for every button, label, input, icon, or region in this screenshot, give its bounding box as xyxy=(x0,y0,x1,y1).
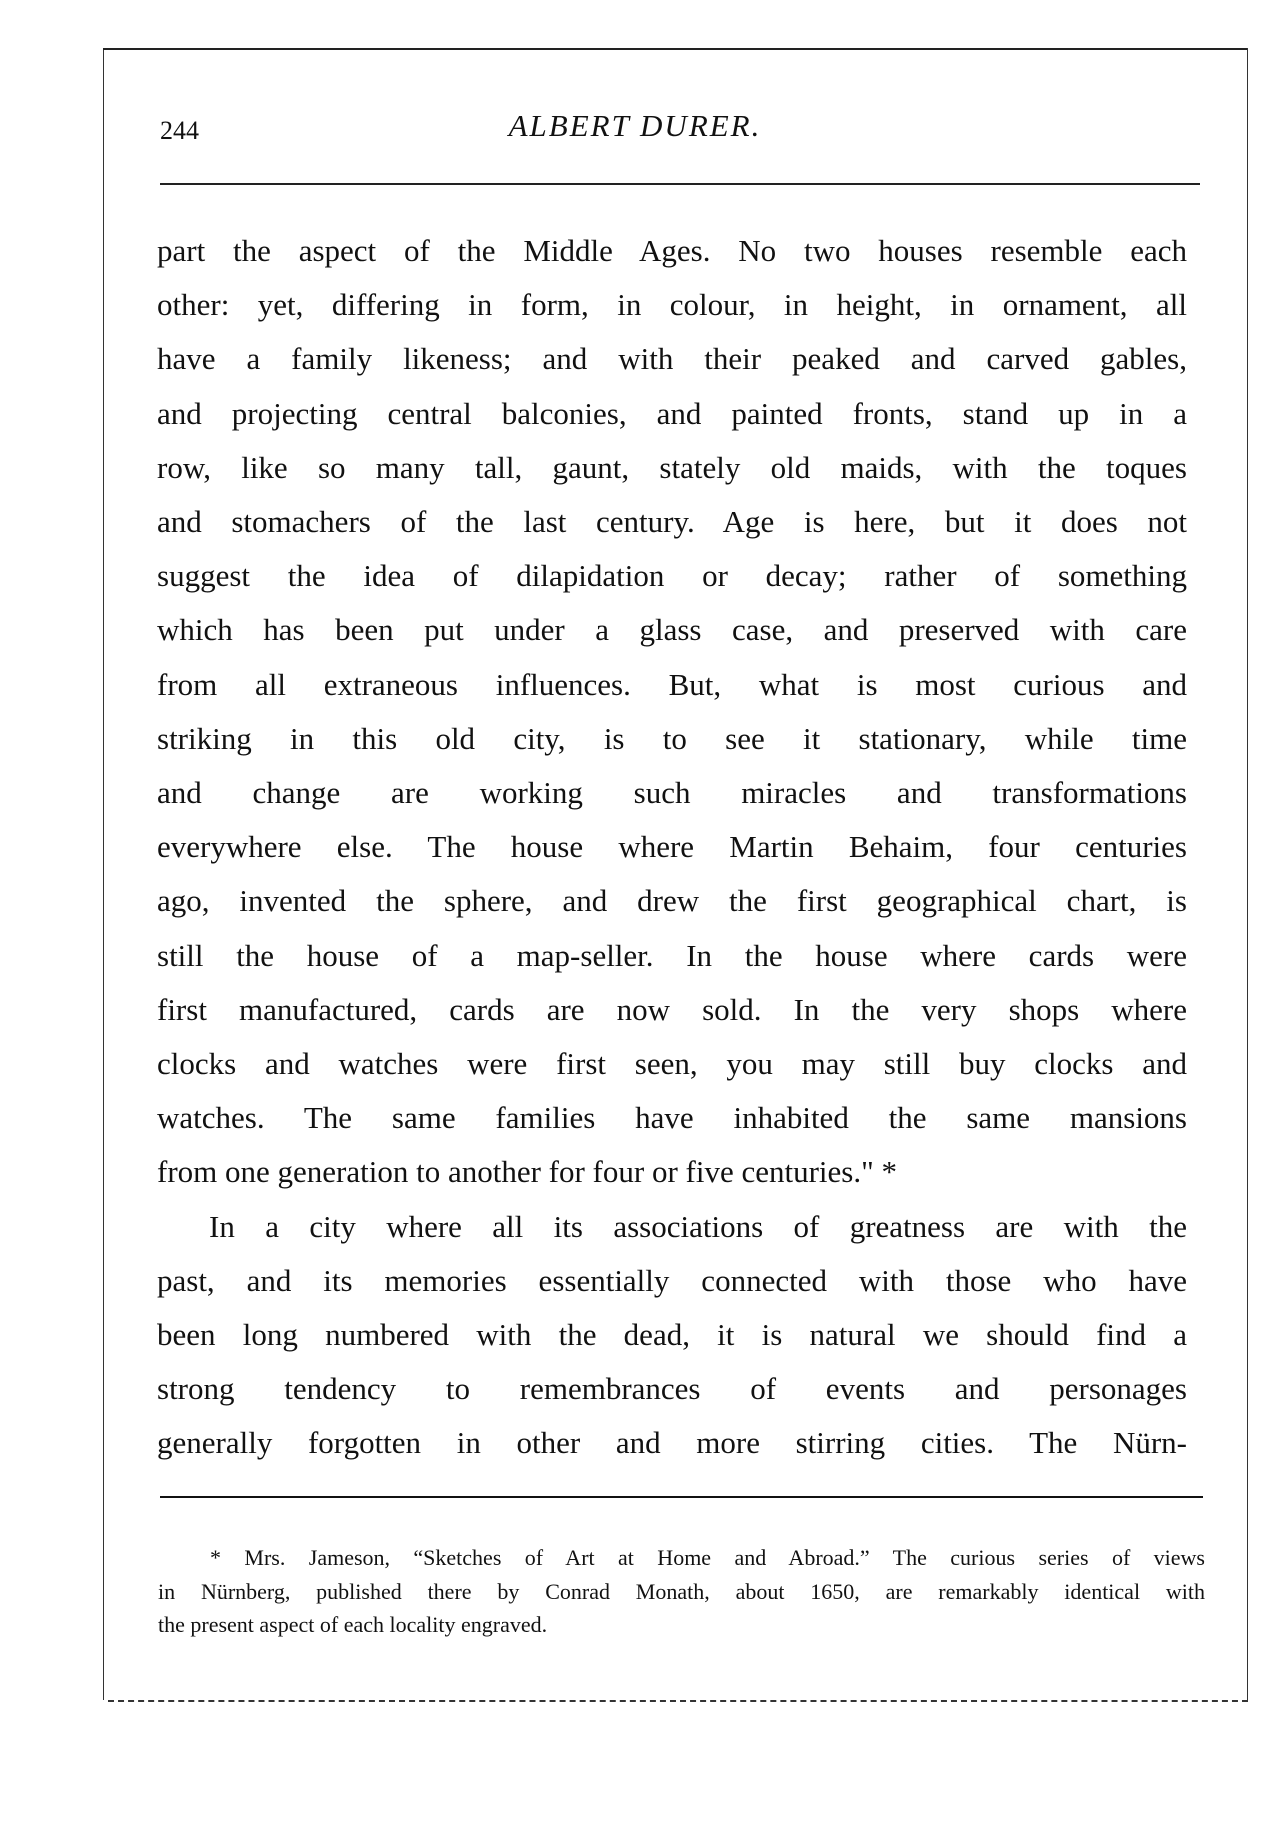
text-line: and change are working such miracles and transformations xyxy=(157,775,1187,811)
text-line: been long numbered with the dead, it is natural we should find a xyxy=(157,1317,1187,1353)
text-line: In a city where all its associations of greatness are with the xyxy=(209,1208,1187,1244)
page-frame-left-border xyxy=(103,50,104,1700)
header-rule xyxy=(160,183,1200,185)
text-line: strong tendency to remembrances of events and personages xyxy=(157,1371,1187,1407)
text-line: other: yet, differing in form, in colour, in height, in ornament, all xyxy=(157,287,1187,323)
text-line: striking in this old city, is to see it stationary, while time xyxy=(157,720,1187,756)
text-line: have a family likeness; and with their peaked and carved gables, xyxy=(157,341,1187,377)
text-line: suggest the idea of dilapidation or decay; rather of something xyxy=(157,558,1187,594)
running-title: ALBERT DURER. xyxy=(508,108,762,143)
footnote-rule xyxy=(160,1496,1203,1498)
text-line: everywhere else. The house where Martin Behaim, four centuries xyxy=(157,829,1187,865)
text-line: part the aspect of the Middle Ages. No two houses resemble each xyxy=(157,233,1187,268)
text-line: first manufactured, cards are now sold. In the very shops where xyxy=(157,991,1187,1027)
text-line: from all extraneous influences. But, what is most curious and xyxy=(157,666,1187,702)
text-line: watches. The same families have inhabited the same mansions xyxy=(157,1100,1187,1136)
body-text xyxy=(157,224,1187,1471)
footnote-line: * Mrs. Jameson, “Sketches of Art at Home and Abroad.” The curious series of views xyxy=(210,1545,1205,1570)
text-line: still the house of a map-seller. In the house where cards were xyxy=(157,937,1187,973)
footnote-line: in Nürnberg, published there by Conrad Monath, about 1650, are remarkably identical with xyxy=(158,1578,1205,1604)
page-frame-right-border xyxy=(1247,48,1248,1700)
footnote xyxy=(158,1541,1205,1642)
footnote-line: the present aspect of each locality engraved. xyxy=(158,1612,548,1637)
text-line: clocks and watches were first seen, you may still buy clocks and xyxy=(157,1046,1187,1082)
page-number: 244 xyxy=(160,116,199,145)
text-line: ago, invented the sphere, and drew the first geographical chart, is xyxy=(157,883,1187,919)
text-line: which has been put under a glass case, and preserved with care xyxy=(157,612,1187,648)
text-line: from one generation to another for four or five centuries." * xyxy=(157,1154,898,1190)
text-line: generally forgotten in other and more stirring cities. The Nürn- xyxy=(157,1425,1187,1461)
text-line: row, like so many tall, gaunt, stately old maids, with the toques xyxy=(157,449,1187,485)
page-frame-bottom-border xyxy=(108,1700,1248,1702)
text-line: and projecting central balconies, and painted fronts, stand up in a xyxy=(157,395,1187,431)
text-line: and stomachers of the last century. Age is here, but it does not xyxy=(157,504,1187,540)
page-frame-top-border xyxy=(103,48,1248,50)
text-line: past, and its memories essentially connected with those who have xyxy=(157,1262,1187,1298)
